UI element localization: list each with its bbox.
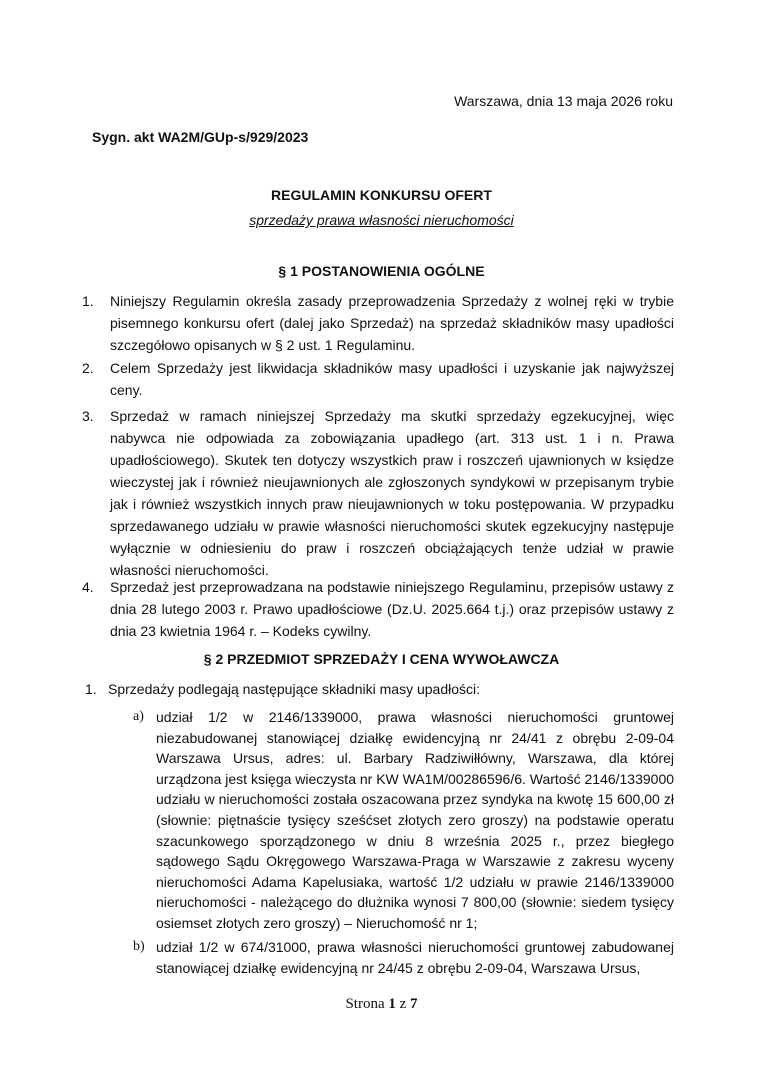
sub-list-item-text: udział 1/2 w 674/31000, prawa własności nieruchomości gruntowej zabudowanej stanowiącej działkę ewidencyjną nr 24/45 z obrębu 2-09-04, Warszawa Ursus, bbox=[156, 939, 674, 976]
page-footer bbox=[0, 996, 763, 1013]
list-item-text: Sprzedaż jest przeprowadzana na podstawie niniejszego Regulaminu, przepisów ustawy z dnia 28 lutego 2003 r. Prawo upadłościowe (Dz.U. 2025.664 t.j.) oraz przepisów ustawy z dnia 23 kwietnia 1964 r. – Kodeks cywilny. bbox=[110, 579, 674, 639]
list-item-number: 1. bbox=[82, 293, 94, 309]
list-item bbox=[82, 405, 674, 581]
list-item-number: 4. bbox=[82, 579, 94, 595]
current-page-number: 1 bbox=[388, 996, 396, 1012]
page-of-word: z bbox=[399, 996, 407, 1012]
list-item bbox=[82, 357, 674, 401]
date-line: Warszawa, dnia 13 maja 2026 roku bbox=[454, 93, 673, 109]
sub-list-item-text: udział 1/2 w 2146/1339000, prawa własności nieruchomości gruntowej niezabudowanej stanowiącej działkę ewidencyjną nr 24/41 z obrębu 2-09-04 Warszawa Ursus, adres: ul. Barbary Radziwiłłówny, Warszawa, dla której urządzona jest księga wieczysta nr KW WA1M/00286596/6. Wartość 2146/1339000 udziału w nieruchomości została oszacowana przez syndyka na kwotę 15 600,00 zł (słownie: piętnaście tysięcy sześćset złotych zero groszy) na podstawie operatu szacunkowego sporządzonego w dniu 8 września 2025 r., przez biegłego sądowego Sądu Okręgowego Warszawa-Praga w Warszawie z zakresu wyceny nieruchomości Adama Kapelusiaka, wartość 1/2 udziału w prawie 2146/1339000 nieruchomości - należącego do dłużnika wynosi 7 800,00 (słownie: siedem tysięcy osiemset złotych zero groszy) – Nieruchomość nr 1; bbox=[156, 709, 675, 931]
section-2-heading: § 2 PRZEDMIOT SPRZEDAŻY I CENA WYWOŁAWCZA bbox=[203, 651, 560, 667]
list-item bbox=[85, 678, 677, 700]
total-pages-number: 7 bbox=[410, 996, 418, 1012]
list-item-text: Sprzedaż w ramach niniejszej Sprzedaży ma skutki sprzedaży egzekucyjnej, więc nabywca nie odpowiada za zobowiązania upadłego (art. 313 ust. 1 i n. Prawa upadłościowego). Skutek ten dotyczy wszystkich praw i roszczeń ujawnionych w księdze wieczystej jak i również nieujawnionych ale zgłoszonych syndykowi w przepisanym trybie jak i również wszystkich innych praw nieujawnionych w toku postępowania. W przypadku sprzedawanego udziału w prawie własności nieruchomości skutek egzekucyjny następuje wyłącznie w odniesieniu do praw i roszczeń obciążających tenże udział w prawie własności nieruchomości. bbox=[110, 408, 674, 578]
list-item-number: 3. bbox=[82, 408, 94, 424]
list-item-text: Niniejszy Regulamin określa zasady przeprowadzenia Sprzedaży z wolnej ręki w trybie pisemnego konkursu ofert (dalej jako Sprzedaż) na sprzedaż składników masy upadłości szczegółowo opisanych w § 2 ust. 1 Regulaminu. bbox=[110, 293, 674, 353]
sub-list-item bbox=[133, 937, 674, 978]
page-label: Strona bbox=[345, 996, 385, 1012]
list-item-number: 2. bbox=[82, 360, 94, 376]
case-signature: Sygn. akt WA2M/GUp-s/929/2023 bbox=[92, 129, 309, 145]
sub-list-item-letter: a) bbox=[133, 709, 144, 724]
list-item-text: Celem Sprzedaży jest likwidacja składników masy upadłości i uzyskanie jak najwyższej ceny. bbox=[110, 360, 674, 398]
list-item bbox=[82, 576, 674, 642]
list-item-number: 1. bbox=[85, 681, 97, 697]
sub-list-item-letter: b) bbox=[133, 939, 145, 954]
list-item bbox=[82, 290, 674, 356]
sub-list-item bbox=[133, 707, 674, 934]
document-title: REGULAMIN KONKURSU OFERT bbox=[271, 187, 492, 203]
document-subtitle: sprzedaży prawa własności nieruchomości bbox=[249, 212, 514, 228]
list-item-text: Sprzedaży podlegają następujące składniki masy upadłości: bbox=[108, 681, 480, 697]
section-1-heading: § 1 POSTANOWIENIA OGÓLNE bbox=[278, 263, 485, 279]
